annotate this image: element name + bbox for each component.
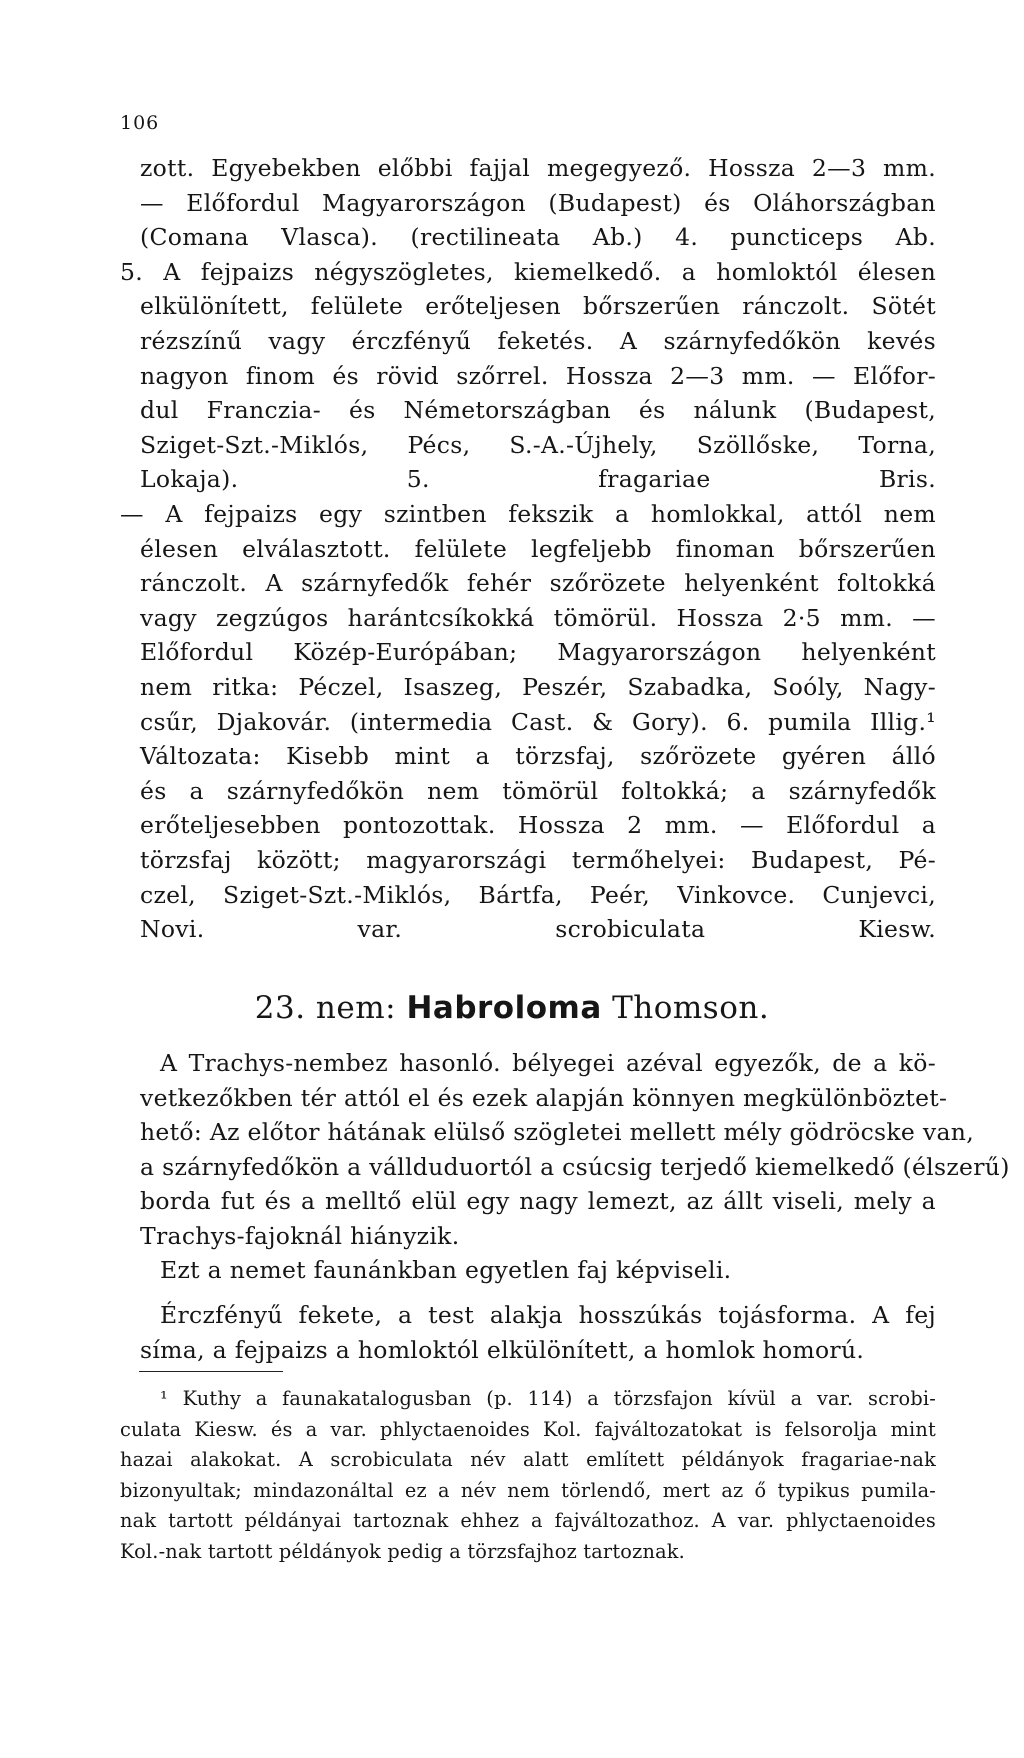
text-line: Novi. var. scrobiculata Kiesw.	[140, 915, 936, 944]
text-line: 5. A fejpaizs négyszögletes, kiemelkedő. a homloktól élesen	[120, 257, 936, 286]
text-line: A Trachys-nembez hasonló. bélyegei azéval egyezők, de a kö-	[160, 1049, 936, 1077]
text-line: rézszínű vagy érczfényű feketés. A szárnyfedőkön kevés	[140, 327, 936, 355]
heading-genus: Habroloma	[406, 990, 602, 1026]
text-line: — A fejpaizs egy szintben fekszik a homlokkal, attól nem	[120, 500, 936, 528]
text-line: Trachys-fajoknál hiányzik.	[140, 1221, 460, 1250]
text-line: ránczolt. A szárnyfedők fehér szőrözete helyenként foltokká	[140, 569, 936, 598]
text-line: hető: Az előtor hátának elülső szögletei mellett mély gödröcske van,	[140, 1118, 974, 1146]
text-line: Sziget-Szt.-Miklós, Pécs, S.-A.-Újhely, Szöllőske, Torna,	[140, 430, 936, 459]
text-line: dul Francziа- és Németországban és nálunk (Budapest,	[140, 396, 936, 425]
text-line: Változata: Kisebb mint a törzsfaj, szőrözete gyéren álló	[140, 742, 936, 771]
genus-heading	[0, 990, 1024, 1026]
text-line: Ezt a nemet faunánkban egyetlen faj képviseli.	[160, 1256, 732, 1284]
text-line: törzsfaj között; magyarországi termőhelyei: Budapest, Pé-	[140, 846, 936, 874]
heading-author: Thomson.	[612, 990, 770, 1026]
text-line: Lokaja). 5. fragariae Bris.	[140, 465, 936, 494]
text-line: Előfordul Közép-Európában; Magyarországon helyenként	[140, 638, 936, 667]
text-line: síma, a fejpaizs a homloktól elkülönített, a homlok homorú.	[140, 1335, 865, 1364]
text-line: nagyon finom és rövid szőrrel. Hossza 2—3 mm. — Előfor-	[140, 361, 936, 390]
heading-number: 23. nem:	[254, 990, 397, 1026]
footnote-line: Kol.-nak tartott példányok pedig a törzsfajhoz tartoznak.	[120, 1540, 685, 1563]
text-line: élesen elválasztott. felülete legfeljebb finoman bőrszerűen	[140, 534, 936, 563]
text-line: zott. Egyebekben előbbi fajjal megegyező. Hossza 2—3 mm.	[140, 154, 936, 182]
text-line: elkülönített, felülete erőteljesen bőrszerűen ránczolt. Sötét	[140, 292, 936, 321]
text-line: vagy zegzúgos harántcsíkokká tömörül. Hossza 2·5 mm. —	[140, 603, 936, 632]
footnote-line: ¹ Kuthy a faunakatalogusban (p. 114) a törzsfajon kívül a var. scrobi-	[160, 1387, 936, 1410]
text-line: vetkezőkben tér attól el és ezek alapján könnyen megkülönböztet-	[140, 1083, 948, 1112]
text-line: nem ritka: Péczel, Isaszeg, Peszér, Szabadka, Soóly, Nagy-	[140, 673, 936, 701]
footnote-line: nak tartott példányai tartoznak ehhez a fajváltozathoz. A var. phlyctaenoides	[120, 1509, 936, 1533]
text-line: erőteljesebben pontozottak. Hossza 2 mm. — Előfordul a	[140, 811, 936, 840]
footnote-line: hazai alakokat. A scrobiculata név alatt említett példányok fragariae-nak	[120, 1448, 936, 1472]
text-line: csűr, Djakovár. (intermedia Cast. & Gory). 6. pumila Illig.¹	[140, 707, 936, 736]
text-line: a szárnyfedőkön a vállduduortól a csúcsig terjedő kiemelkedő (élszerű)	[140, 1152, 1010, 1181]
text-line: Érczfényű fekete, a test alakja hosszúkás tojásforma. A fej	[160, 1301, 936, 1329]
text-line: (Comana Vlasca). (rectilineata Ab.) 4. puncticeps Ab.	[140, 223, 936, 252]
text-line: és a szárnyfedőkön nem tömörül foltokká; a szárnyfedők	[140, 776, 936, 805]
text-line: borda fut és a melltő elül egy nagy lemezt, az állt viseli, mely a	[140, 1187, 936, 1215]
footnote-line: bizonyultak; mindazonáltal ez a név nem törlendő, mert az ő typikus pumila-	[120, 1478, 936, 1502]
footnote-line: culata Kiesw. és a var. phlyctaenoides Kol. fajváltozatokat is felsorolja mint	[120, 1417, 936, 1441]
text-line: czel, Sziget-Szt.-Miklós, Bártfa, Peér, Vinkovce. Cunjevci,	[140, 880, 936, 909]
page-number: 106	[120, 112, 160, 134]
text-line: — Előfordul Magyarországon (Budapest) és Oláhországban	[140, 188, 936, 217]
footnote-divider	[139, 1371, 283, 1372]
